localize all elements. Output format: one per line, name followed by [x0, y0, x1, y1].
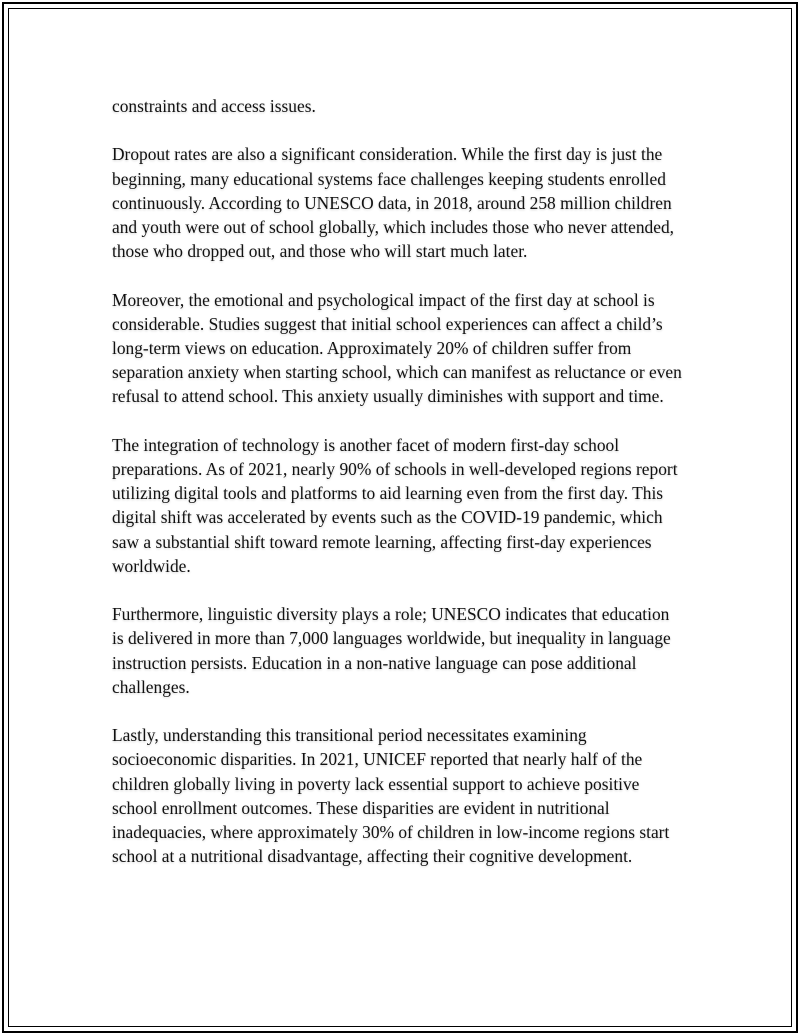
paragraph-socioeconomic: Lastly, understanding this transitional period necessitates examining socioeconomic disparities. In 2021, UNICEF reported that nearly half of the children globally living in poverty lack essential support to achieve positive school enrollment outcomes. These disparities are evident in nutritional inadequacies, where approximately 30% of children in low-income regions start school at a nutritional disadvantage, affecting their cognitive development. — [112, 725, 670, 867]
paragraph-emotional-impact: Moreover, the emotional and psychological impact of the first day at school is considerable. Studies suggest that initial school experiences can affect a child’s long-term views on education. Approximately 20% of children suffer from separation anxiety when starting school, which can manifest as reluctance or even refusal to attend school. This anxiety usually diminishes with support and time. — [112, 289, 682, 407]
document-body — [112, 94, 682, 868]
paragraph-linguistic-diversity: Furthermore, linguistic diversity plays a role; UNESCO indicates that education is delivered in more than 7,000 languages worldwide, but inequality in language instruction persists. Education in a non-native language can pose additional challenges. — [112, 604, 671, 697]
paragraph-dropout-rates: Dropout rates are also a significant consideration. While the first day is just the beginning, many educational systems face challenges keeping students enrolled continuously. According to UNESCO data, in 2018, around 258 million children and youth were out of school globally, which includes those who never attended, those who dropped out, and those who will start much later. — [112, 144, 674, 262]
paragraph-technology: The integration of technology is another facet of modern first-day school preparations. As of 2021, nearly 90% of schools in well-developed regions report utilizing digital tools and platforms to aid learning even from the first day. This digital shift was accelerated by events such as the COVID-19 pandemic, which saw a substantial shift toward remote learning, affecting first-day experiences worldwide. — [112, 434, 678, 576]
paragraph-continuation: constraints and access issues. — [112, 96, 316, 116]
